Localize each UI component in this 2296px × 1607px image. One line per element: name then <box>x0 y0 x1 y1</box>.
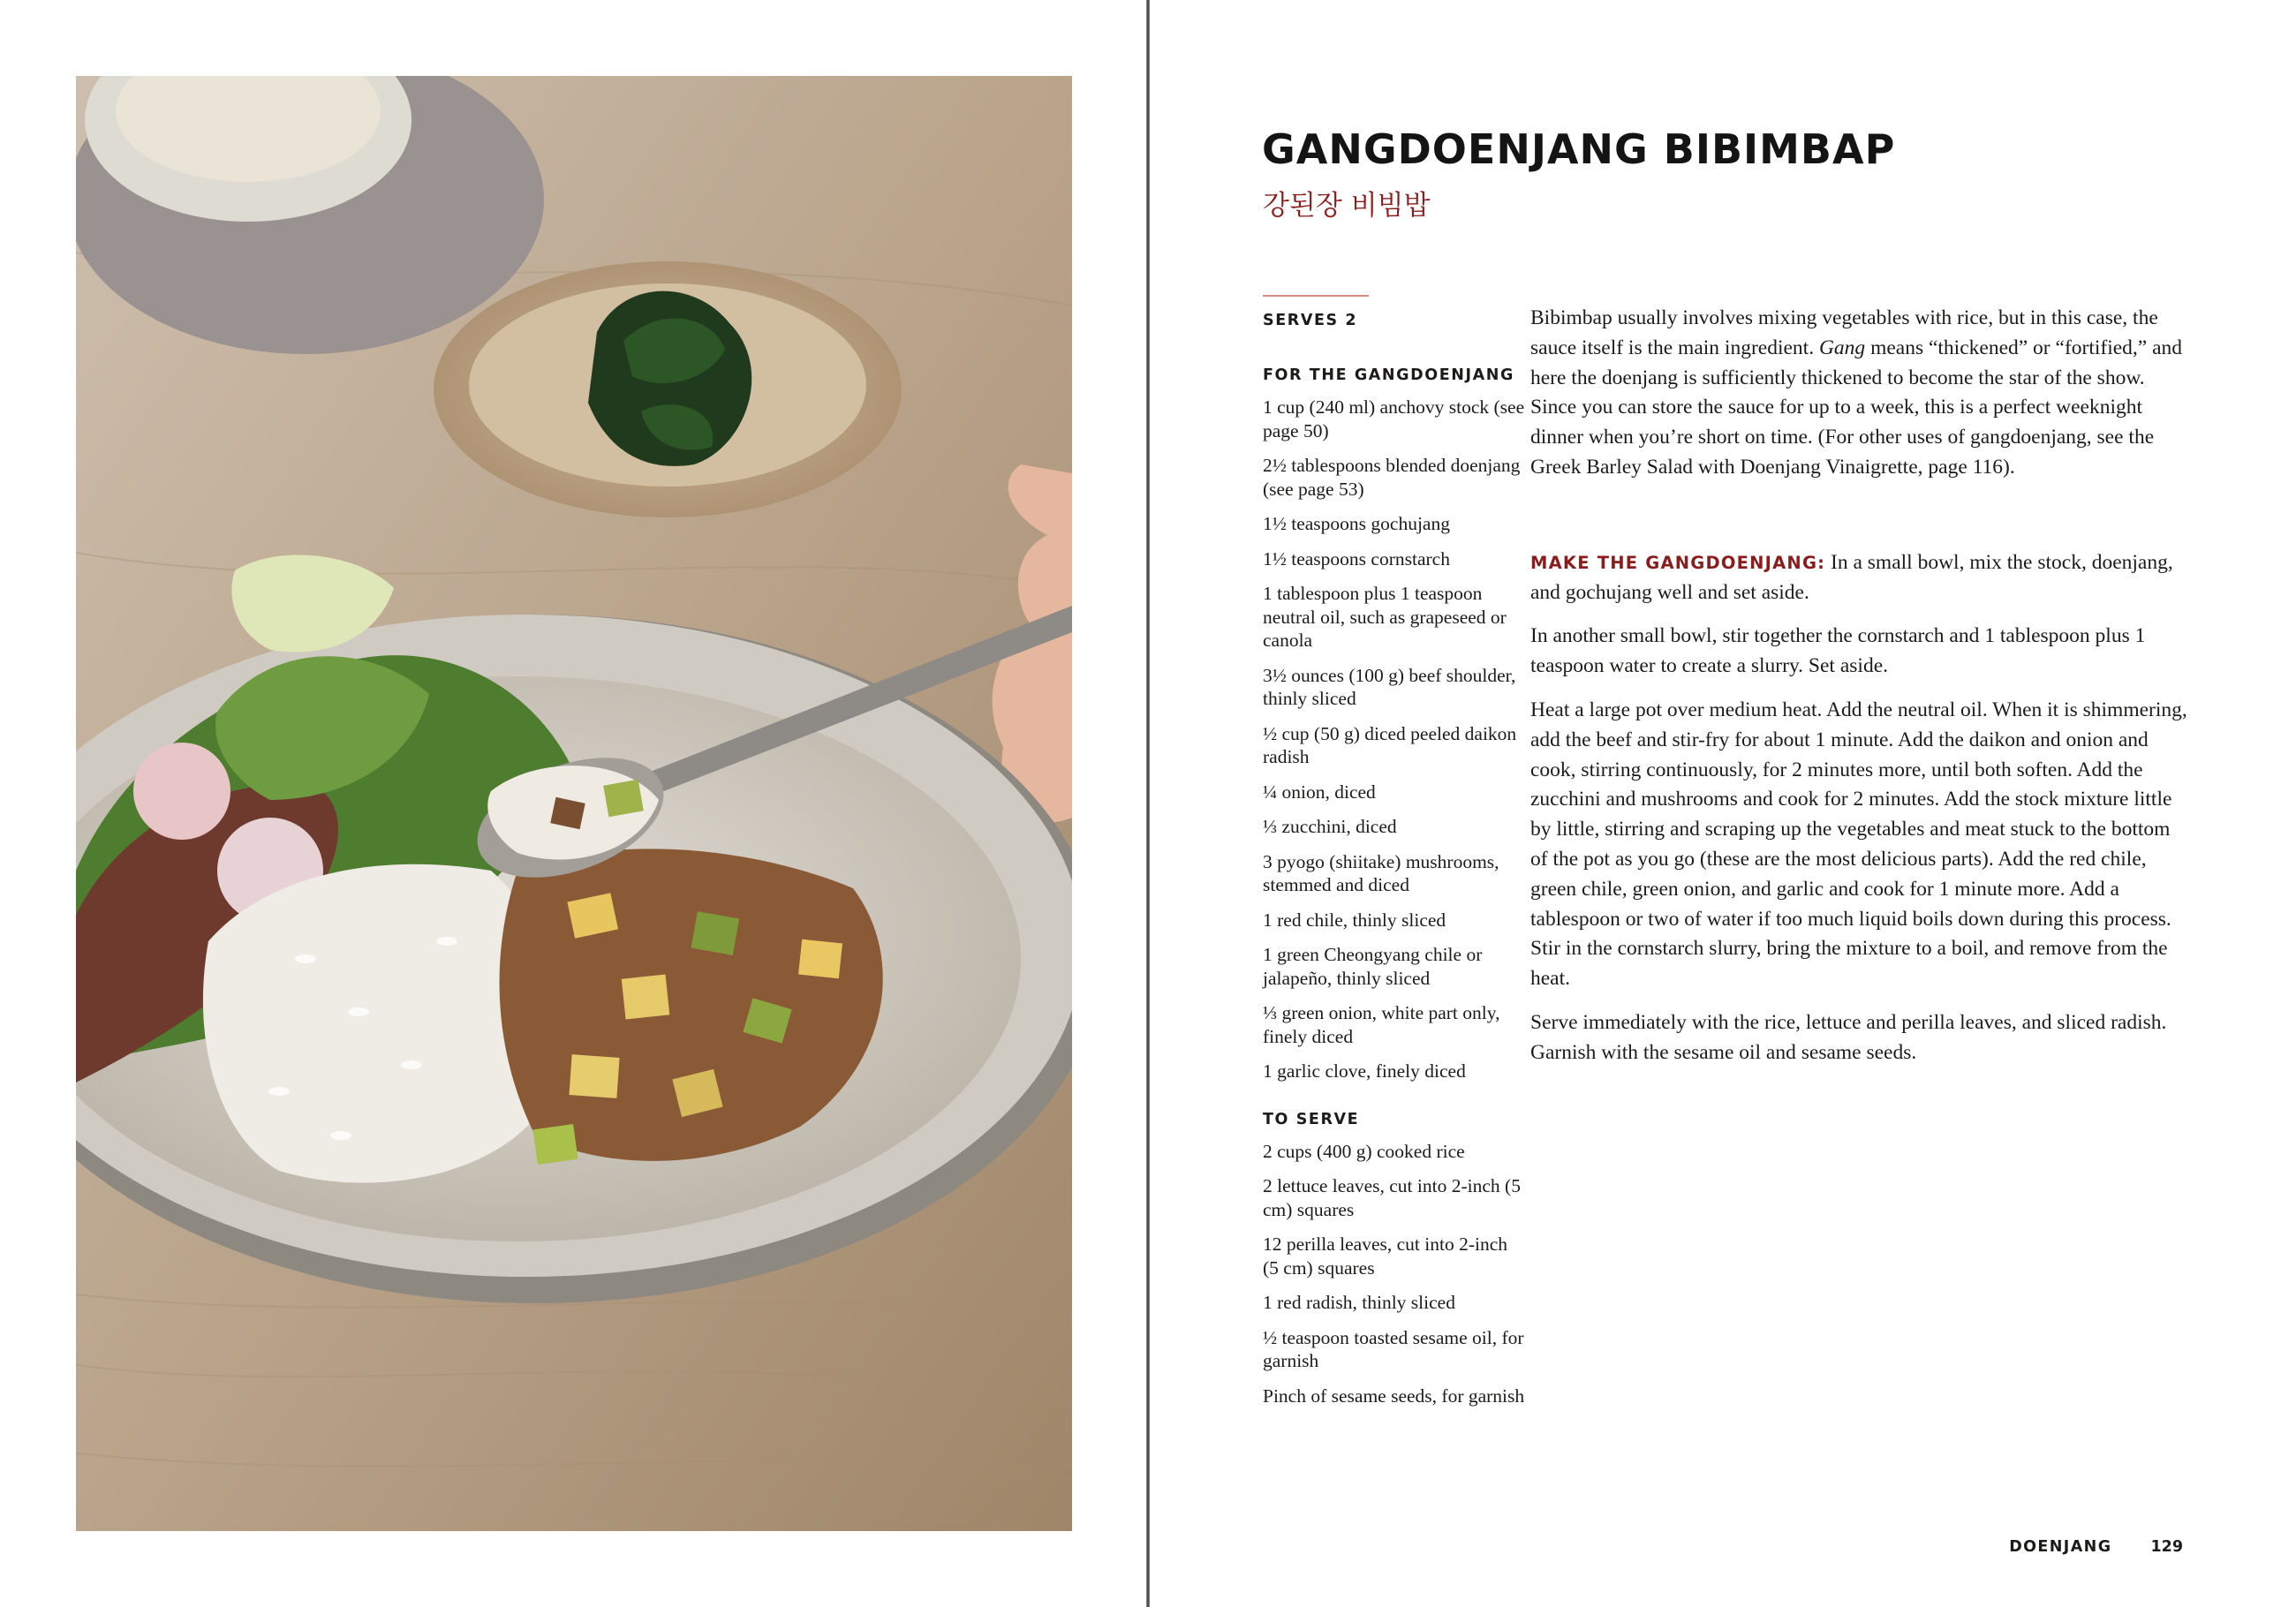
ingredient-item: 2 lettuce leaves, cut into 2-inch (5 cm) squares <box>1263 1175 1521 1220</box>
page-number: 129 <box>2150 1538 2183 1556</box>
ingredient-item: 2 cups (400 g) cooked rice <box>1263 1140 1465 1162</box>
title-rule <box>1263 295 1369 297</box>
ingredient-item: Pinch of sesame seeds, for garnish <box>1263 1384 1525 1407</box>
recipe-title: GANGDOENJANG BIBIMBAP <box>1262 125 1896 173</box>
method-paragraph: Heat a large pot over medium heat. Add the neutral oil. When it is shimmering, add the beef and stir-fry for about 1 minute. Add the daikon and onion and cook, stirring continuously, for 2 minutes more, until both soften. Add the zucchini and mushrooms and cook for 2 minutes. Add the stock mixture little by little, stirring and scraping up the vegetables and meat stuck to the bottom of the pot as you go (these are the most delicious parts). Add the red chile, green chile, green onion, and garlic and cook for 1 minute more. Add a tablespoon or two of water if too much liquid boils down during this process. Stir in the cornstarch slurry, bring the mixture to a boil, and remove from the heat. <box>1530 698 2187 991</box>
right-page <box>1150 0 2296 1607</box>
ingredient-item: ⅓ zucchini, diced <box>1263 816 1397 837</box>
step-label: MAKE THE GANGDOENJANG: <box>1530 552 1826 573</box>
intro-text-start: Bibimbap usually involves mixing vegetables with rice, but in this case, the sauce itself is the main ingredient. <box>1530 306 2158 359</box>
ingredient-item: 12 perilla leaves, cut into 2-inch (5 cm) squares <box>1263 1234 1508 1279</box>
food-photo <box>76 76 1072 1531</box>
ingredient-item: ¼ onion, diced <box>1263 781 1376 803</box>
ingredient-item: 1½ teaspoons cornstarch <box>1263 547 1450 570</box>
intro-text-end: means “thickened” or “fortified,” and here the doenjang is sufficiently thickened to become the star of the show. Since you can store the sauce for up to a week, this is a perfect weeknight dinner when you’re short on time. (For other uses of gangdoenjang, see the Greek Barley Salad with Doenjang Vinaigrette, page 116). <box>1530 336 2183 479</box>
ingredient-item: ½ cup (50 g) diced peeled daikon radish <box>1263 722 1517 767</box>
ingredient-item: 3½ ounces (100 g) beef shoulder, thinly sliced <box>1263 664 1516 709</box>
ingredient-item: 1 red radish, thinly sliced <box>1263 1292 1455 1313</box>
ingredient-item: 1 cup (240 ml) anchovy stock (see page 50) <box>1263 396 1525 441</box>
ingredient-item: 1 tablespoon plus 1 teaspoon neutral oil, such as grapeseed or canola <box>1263 583 1507 651</box>
ingredient-item: ½ teaspoon toasted sesame oil, for garnish <box>1263 1326 1524 1371</box>
method-paragraph: In another small bowl, stir together the cornstarch and 1 tablespoon plus 1 teaspoon water to create a slurry. Set aside. <box>1530 624 2146 678</box>
intro-italic-word: Gang <box>1818 336 1866 359</box>
ingredient-item: 1 garlic clove, finely diced <box>1263 1060 1466 1082</box>
ingredient-item: 2½ tablespoons blended doenjang (see page 53) <box>1263 455 1521 500</box>
ingredient-group-heading: FOR THE GANGDOENJANG <box>1263 366 1515 384</box>
ingredient-item: 3 pyogo (shiitake) mushrooms, stemmed and diced <box>1263 850 1499 895</box>
left-page <box>0 0 1146 1607</box>
ingredient-item: ⅓ green onion, white part only, finely diced <box>1263 1002 1500 1047</box>
ingredient-item: 1 red chile, thinly sliced <box>1263 909 1446 931</box>
page-footer <box>2009 1538 2183 1556</box>
ingredient-list-gangdoenjang <box>1263 396 1528 1083</box>
bibimbap-photo-illustration <box>76 76 1072 1531</box>
recipe-intro <box>1530 304 2191 483</box>
ingredient-item: 1 green Cheongyang chile or jalapeño, thinly sliced <box>1263 944 1483 989</box>
method-column <box>1530 304 2191 1083</box>
section-name: DOENJANG <box>2009 1538 2112 1556</box>
ingredients-column <box>1263 309 1528 1432</box>
ingredient-item: 1½ teaspoons gochujang <box>1263 513 1450 534</box>
method-paragraph: Serve immediately with the rice, lettuce and perilla leaves, and sliced radish. Garnish with the sesame oil and sesame seeds. <box>1530 1010 2167 1064</box>
step-text: In a small bowl, mix the stock, doenjang, and gochujang well and set aside. <box>1530 550 2173 604</box>
serves-label: SERVES 2 <box>1263 312 1358 329</box>
recipe-korean-title: 강된장 비빔밥 <box>1263 190 1431 222</box>
method-step <box>1530 548 2191 608</box>
ingredient-group-heading: TO SERVE <box>1263 1110 1360 1128</box>
ingredient-list-to-serve <box>1263 1140 1528 1408</box>
